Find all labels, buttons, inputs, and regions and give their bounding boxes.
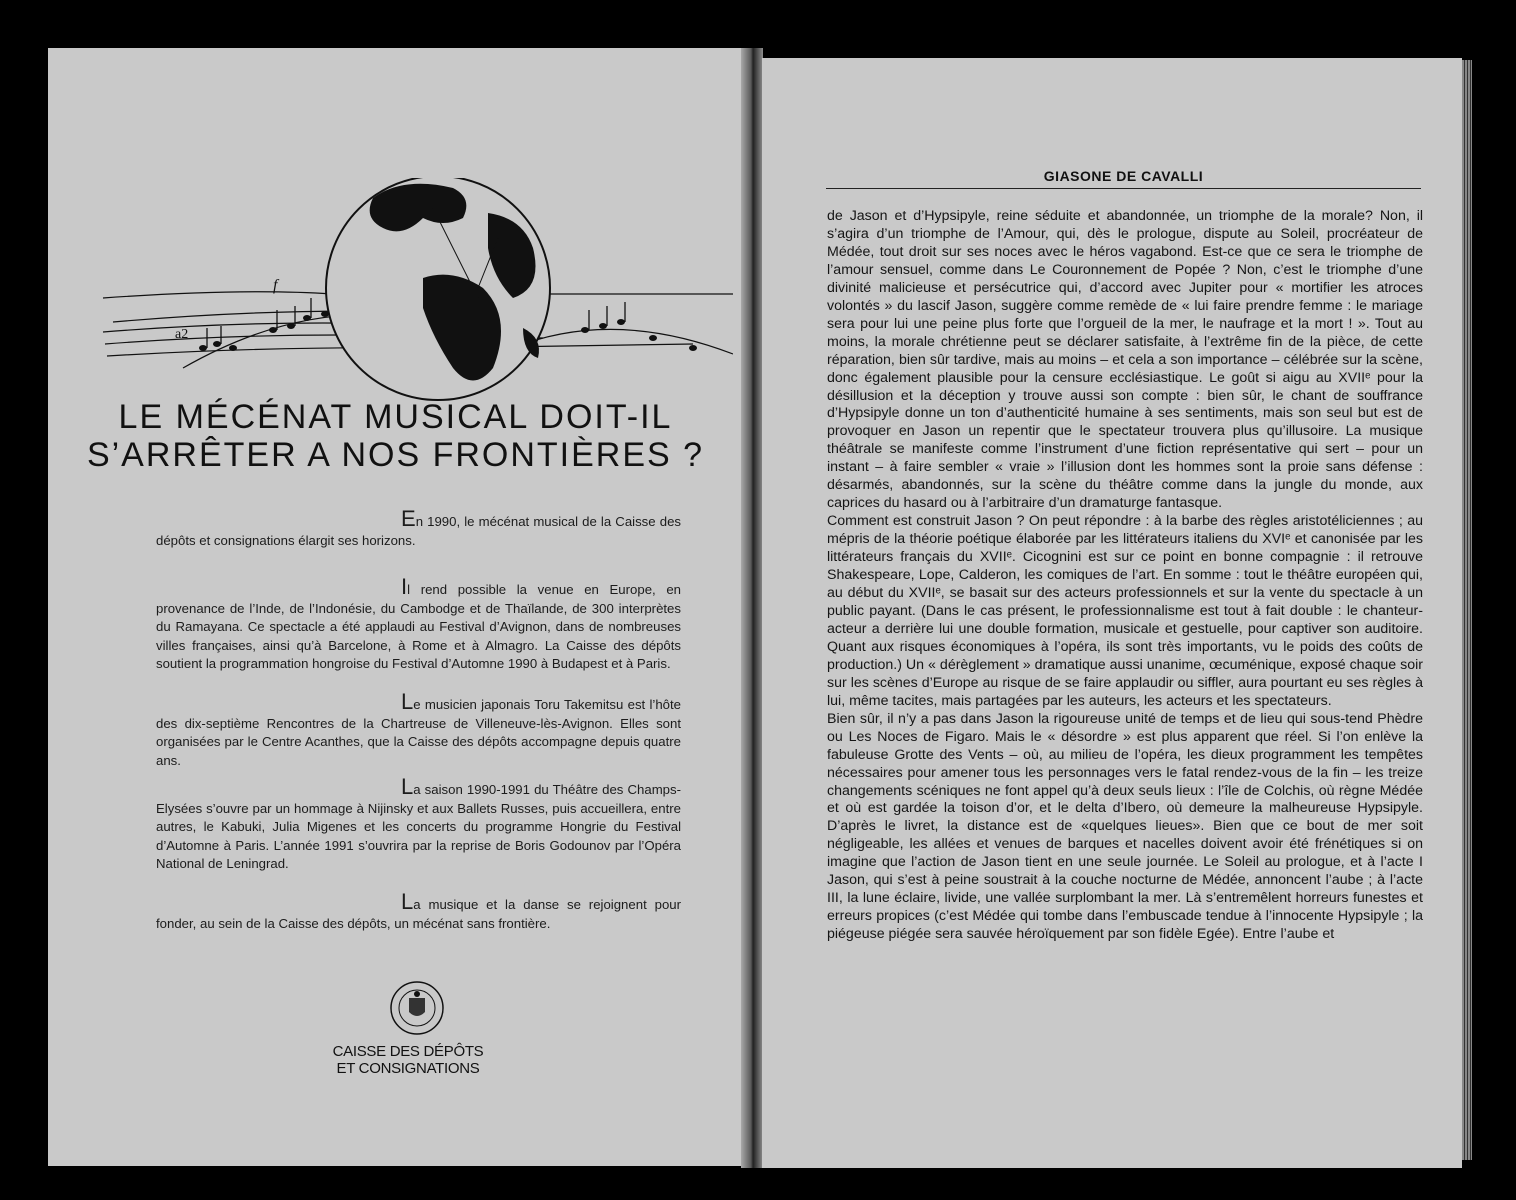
article-paragraph: Comment est construit Jason ? On peut répondre : à la barbe des règles aristotéliciennes ; au mépris de la théorie poétique élaborée par les littérateurs italiens du XVIᵉ et canonisée par les littérateurs français du XVIIᵉ. Cicognini est sur ce point en bonne compagnie : il retrouve Shakespeare, Lope, Calderon, les comiques de l’art. En somme : tout le théâtre européen qui, au début du XVIIᵉ, se basait sur des acteurs professionnels et sur la vente du spectacle à un public payant. (Dans le cas présent, le professionnalisme est tout à fait double : le chanteur-acteur a derrière lui une double formation, musicale et gestuelle, pour captiver son auditoire. Quant aux risques économiques à l’opéra, ils sont très importants, vu le poids des coûts de production.) Un « dérèglement » dramatique aussi unanime, œcuménique, exposé chaque soir sur les scènes d’Europe au risque de se faire applaudir ou siffler, aura pourtant eu ses règles à lui, même tacites, mais partagées par les auteurs, les acteurs et les spectateurs. <box>827 513 1423 709</box>
score-dynamic: f <box>273 277 278 294</box>
title-line: S’ARRÊTER A NOS FRONTIÈRES ? <box>86 436 705 474</box>
mecenat-paragraph <box>156 689 681 770</box>
article-body <box>827 208 1423 944</box>
drop-cap: L <box>401 774 414 799</box>
paragraph-text: a musique et la danse se rejoignent pour fonder, au sein de la Caisse des dépôts, un mécénat sans frontière. <box>156 897 681 931</box>
mecenat-paragraph <box>156 574 681 674</box>
score-tempo: a2 <box>175 327 189 342</box>
organization-line: CAISSE DES DÉPÔTS <box>332 1043 484 1060</box>
left-page <box>48 48 743 1166</box>
drop-cap: E <box>401 506 416 531</box>
institution-seal-logo <box>389 978 445 1038</box>
paragraph-text: n 1990, le mécénat musical de la Caisse des dépôts et consignations élargit ses horizons. <box>156 514 681 548</box>
organization-line: ET CONSIGNATIONS <box>336 1060 480 1077</box>
article-paragraph: Bien sûr, il n’y a pas dans Jason la rigoureuse unité de temps et de lieu qui sous-tend Phèdre ou Les Noces de Figaro. Mais le « désordre » est plus apparent que réel. Si l’on enlève la fabuleuse Grotte des Vents – où, au milieu de l’opéra, les dieux programment les tempêtes nécessaires pour amener tous les personnages vers le fatal rendez-vous de la fin – les treize changements scéniques ne font appel qu’à deux seuls lieux : l’île de Colchis, où règne Médée et où est gardée la toison d’or, et le delta d’Ibero, où demeure la malheureuse Hypsipyle. D’après le livret, la distance est de «quelques lieues». Bien que ce bout de mer soit négligeable, les allées et venues de barques et nacelles doivent avoir été frénétiques si on imagine que l’action de Jason tient en une seule journée. Le Soleil au prologue, et à l’acte I Jason, qui s’est à peine soustrait à la couche nocturne de Médée, annoncent l’aube ; à l’acte III, la lune éclaire, livide, une vallée surplombant la mer. Là s’entremêlent horreurs funestes et erreurs propices (c’est Médée qui tombe dans l’embuscade tendue à l’innocente Hypsipyle ; la piégeuse piégée sera sauvée héroïquement par son fidèle Egée). Entre l’aube et <box>827 710 1423 943</box>
paragraph-text: l rend possible la venue en Europe, en provenance de l’Inde, de l’Indonésie, du Cambodge et de Thaïlande, de 300 interprètes du Ramayana. Ce spectacle a été applaudi au Festival d’Avignon, dans de nombreuses villes françaises, ainsi qu’à Barcelone, à Rome et à Almagro. La Caisse des dépôts soutient la programmation hongroise du Festival d’Automne 1990 à Budapest et à Paris. <box>156 582 681 671</box>
mecenat-paragraph <box>156 889 681 933</box>
paragraph-text: e musicien japonais Toru Takemitsu est l’hôte des dix-septième Rencontres de la Chartreuse de Villeneuve-lès-Avignon. Elles sont organisées par le Centre Acanthes, que la Caisse des dépôts accompagne depuis quatre ans. <box>156 697 681 768</box>
running-head: GIASONE DE CAVALLI <box>1043 168 1204 184</box>
globe-music-illustration <box>93 178 733 418</box>
header-rule <box>826 188 1421 189</box>
organization-name <box>308 1043 508 1077</box>
drop-cap: I <box>401 574 408 599</box>
book-spine <box>741 48 763 1168</box>
page-edges <box>1462 60 1472 1160</box>
title-line: LE MÉCÉNAT MUSICAL DOIT-IL <box>118 398 673 436</box>
paragraph-text: a saison 1990-1991 du Théâtre des Champs-Elysées s’ouvre par un hommage à Nijinsky et aux Ballets Russes, puis accueillera, entre autres, le Kabuki, Julia Migenes et les concerts du programme Hongrie du Festival d’Automne à Paris. L’année 1991 s’ouvrira par la reprise de Boris Godounov par l’Opéra National de Leningrad. <box>156 782 681 871</box>
right-page <box>762 58 1462 1168</box>
mecenat-paragraph <box>156 774 681 874</box>
page-title <box>48 398 743 474</box>
drop-cap: L <box>401 889 414 914</box>
drop-cap: L <box>401 689 414 714</box>
mecenat-paragraph <box>156 506 681 550</box>
article-paragraph: de Jason et d’Hypsipyle, reine séduite et abandonnée, un triomphe de la morale? Non, il s’agira d’un triomphe de l’Amour, qui, dès le prologue, dispute au Soleil, procréateur de Médée, tout droit sur ses noces avec le héros vagabond. Est-ce que ce sera le triomphe de l’amour sensuel, comme dans Le Couronnement de Popée ? Non, c’est le triomphe d’une divinité malicieuse et persécutrice qui, d’accord avec Jupiter pour « mortifier les atroces volontés » du lascif Jason, suggère comme remède de « lui faire prendre femme : le mariage sera pour lui une peine plus forte que l’orgueil de la mer, le naufrage et la mort ! ». Tout au moins, la morale chrétienne peut se déclarer satisfaite, à l’extrême fin de la pièce, de cette réparation, bien sûr tardive, mais au moins – et cela a son importance – célébrée sur la scène, donc également plausible pour la censure ecclésiastique. Le goût si aigu au XVIIᵉ pour la désillusion et la déception y trouve aussi son compte : bien sûr, le chant de souffrance d’Hypsipyle donne un ton d’authenticité humaine à ses sentiments, mais son seul but est de provoquer en Jason un repentir que le spectateur trouvera plus qu’illusoire. La musique théâtrale se manifeste comme l’instrument d’une fiction représentative qui sert – pour un instant – à faire sembler « vraie » l’illusion dont les hommes sont la proie sans défense : désarmés, abandonnés, sur la scène du théâtre comme dans la jungle du monde, aux caprices du hasard ou à l’arbitraire d’un dramaturge fantasque. <box>827 208 1423 512</box>
